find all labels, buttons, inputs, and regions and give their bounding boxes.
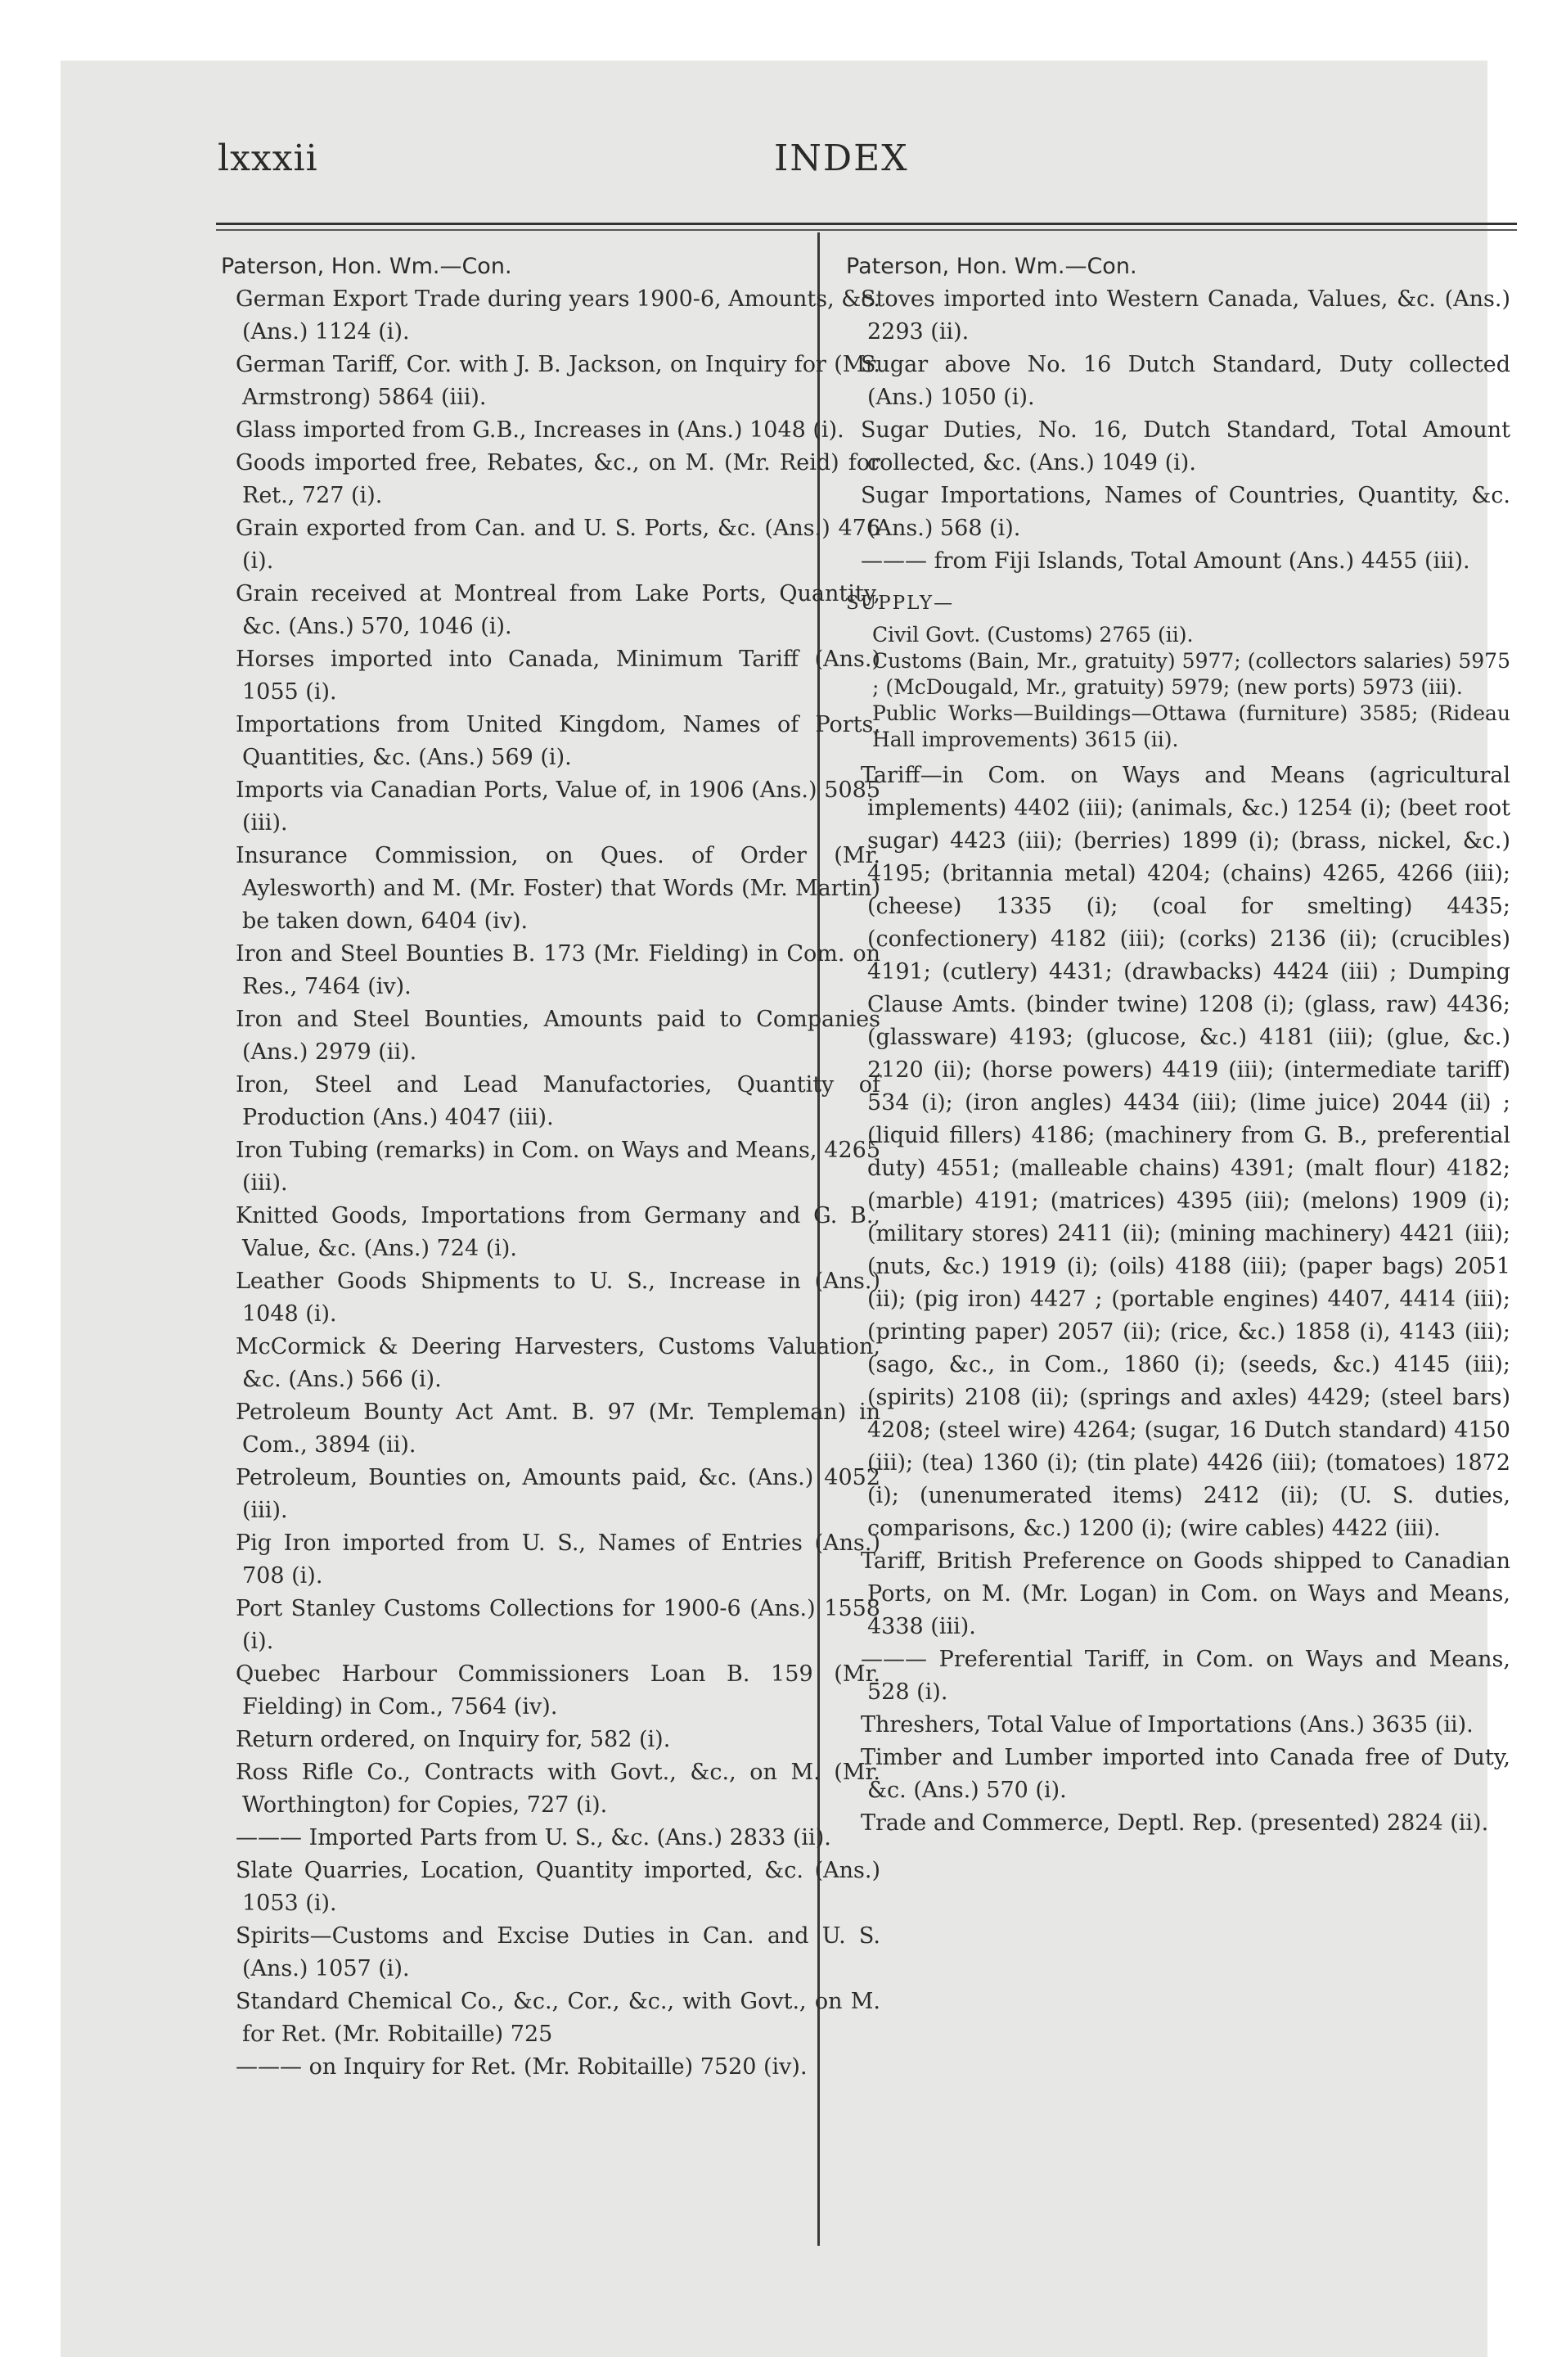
index-entry: Timber and Lumber imported into Canada free of Duty, &c. (Ans.) 570 (i). [861,1745,1510,1803]
index-entry: Importations from United Kingdom, Names of Ports, Quantities, &c. (Ans.) 569 (i). [236,712,880,770]
page-title: INDEX [774,137,909,179]
index-entry: Sugar Importations, Names of Countries, Quantity, &c. (Ans.) 568 (i). [861,483,1510,541]
index-entry: ——— from Fiji Islands, Total Amount (Ans.) 4455 (iii). [861,548,1470,574]
index-entry: Slate Quarries, Location, Quantity imported, &c. (Ans.) 1053 (i). [236,1858,880,1916]
index-entry: Goods imported free, Rebates, &c., on M. (Mr. Reid) for Ret., 727 (i). [236,450,880,508]
index-entry: Tariff—in Com. on Ways and Means (agricultural implements) 4402 (iii); (animals, &c.) 1254 (i); (beet root sugar) 4423 (iii); (berries) 1899 (i); (brass, nickel, &c.) 4195; (britannia metal) 4204; (chains) 4265, 4266 (iii); (cheese) 1335 (i); (coal for smelting) 4435; (confectionery) 4182 (iii); (corks) 2136 (ii); (crucibles) 4191; (cutlery) 4431; (drawbacks) 4424 (iii) ; Dumping Clause Amts. (binder twine) 1208 (i); (glass, raw) 4436; (glassware) 4193; (glucose, &c.) 4181 (iii); (glue, &c.) 2120 (ii); (horse powers) 4419 (iii); (intermediate tariff) 534 (i); (iron angles) 4434 (iii); (lime juice) 2044 (ii) ; (liquid fillers) 4186; (machinery from G. B., preferential duty) 4551; (malleable chains) 4391; (malt flour) 4182; (marble) 4191; (matrices) 4395 (iii); (melons) 1909 (i); (military stores) 2411 (ii); (mining machinery) 4421 (iii); (nuts, &c.) 1919 (i); (oils) 4188 (iii); (paper bags) 2051 (ii); (pig iron) 4427 ; (portable engines) 4407, 4414 (iii); (printing paper) 2057 (ii); (rice, &c.) 1858 (i), 4143 (iii); (sago, &c., in Com., 1860 (i); (seeds, &c.) 4145 (iii); (spirits) 2108 (ii); (springs and axles) 4429; (steel bars) 4208; (steel wire) 4264; (sugar, 16 Dutch standard) 4150 (iii); (tea) 1360 (i); (tin plate) 4426 (iii); (tomatoes) 1872 (i); (unenumerated items) 2412 (ii); (U. S. duties, comparisons, &c.) 1200 (i); (wire cables) 4422 (iii). [861,763,1510,1541]
index-entry: German Tariff, Cor. with J. B. Jackson, on Inquiry for (Mr. Armstrong) 5864 (iii). [236,352,880,410]
index-entry: Insurance Commission, on Ques. of Order (Mr. Aylesworth) and M. (Mr. Foster) that Words (Mr. Martin) be taken down, 6404 (iv). [236,843,880,934]
index-entry: Trade and Commerce, Deptl. Rep. (presented) 2824 (ii). [861,1810,1489,1836]
index-entry: Horses imported into Canada, Minimum Tariff (Ans.) 1055 (i). [236,647,880,705]
supply-entry: Public Works—Buildings—Ottawa (furniture) 3585; (Rideau Hall improvements) 3615 (ii). [872,701,1510,751]
header-rule-secondary [216,229,1517,231]
index-entry: Stoves imported into Western Canada, Values, &c. (Ans.) 2293 (ii). [861,286,1510,345]
index-entry: Leather Goods Shipments to U. S., Increase in (Ans.) 1048 (i). [236,1269,880,1327]
index-entry: Iron, Steel and Lead Manufactories, Quantity of Production (Ans.) 4047 (iii). [236,1072,880,1130]
index-entry: Pig Iron imported from U. S., Names of Entries (Ans.) 708 (i). [236,1530,880,1589]
index-entry: Port Stanley Customs Collections for 1900-6 (Ans.) 1558 (i). [236,1596,880,1654]
index-entry: ——— Preferential Tariff, in Com. on Ways and Means, 528 (i). [861,1647,1510,1705]
index-entry: Petroleum Bounty Act Amt. B. 97 (Mr. Templeman) in Com., 3894 (ii). [236,1400,880,1458]
index-entry: McCormick & Deering Harvesters, Customs Valuation, &c. (Ans.) 566 (i). [236,1334,880,1392]
header-rule [216,223,1517,225]
index-entry: Standard Chemical Co., &c., Cor., &c., with Govt., on M. for Ret. (Mr. Robitaille) 725 [236,1989,880,2047]
index-entry: Grain exported from Can. and U. S. Ports, &c. (Ans.) 476 (i). [236,516,880,574]
page-number: lxxxii [218,137,318,179]
index-entry: Imports via Canadian Ports, Value of, in 1906 (Ans.) 5085 (iii). [236,778,880,836]
index-entry: Return ordered, on Inquiry for, 582 (i). [236,1727,671,1752]
supply-entry: Civil Govt. (Customs) 2765 (ii). [872,623,1194,647]
index-entry: Threshers, Total Value of Importations (Ans.) 3635 (ii). [861,1712,1474,1738]
index-entry: Sugar above No. 16 Dutch Standard, Duty collected (Ans.) 1050 (i). [861,352,1510,410]
column-heading: Paterson, Hon. Wm.—Con. [221,254,512,279]
index-entry: Ross Rifle Co., Contracts with Govt., &c., on M. (Mr. Worthington) for Copies, 727 (i). [236,1760,880,1818]
index-page [61,61,1510,2357]
index-entry: ——— Imported Parts from U. S., &c. (Ans.) 2833 (ii). [236,1825,831,1850]
index-entry: Iron and Steel Bounties, Amounts paid to Companies (Ans.) 2979 (ii). [236,1007,880,1065]
index-entry: Quebec Harbour Commissioners Loan B. 159 (Mr. Fielding) in Com., 7564 (iv). [236,1661,880,1720]
index-entry: Iron Tubing (remarks) in Com. on Ways and Means, 4265 (iii). [236,1138,880,1196]
index-entry: Glass imported from G.B., Increases in (Ans.) 1048 (i). [236,417,844,443]
index-entry: Grain received at Montreal from Lake Ports, Quantity, &c. (Ans.) 570, 1046 (i). [236,581,880,639]
index-entry: German Export Trade during years 1900-6, Amounts, &c. (Ans.) 1124 (i). [236,286,880,345]
index-entry: ——— on Inquiry for Ret. (Mr. Robitaille) 7520 (iv). [236,2054,808,2080]
left-column [221,250,880,2084]
column-heading: Paterson, Hon. Wm.—Con. [846,254,1137,279]
index-entry: Spirits—Customs and Excise Duties in Can. and U. S. (Ans.) 1057 (i). [236,1923,880,1981]
supply-heading: SUPPLY— [846,593,955,614]
index-entry: Tariff, British Preference on Goods shipped to Canadian Ports, on M. (Mr. Logan) in Com. on Ways and Means, 4338 (iii). [861,1548,1510,1639]
right-column [846,250,1510,1840]
index-entry: Iron and Steel Bounties B. 173 (Mr. Fielding) in Com. on Res., 7464 (iv). [236,941,880,999]
supply-entry: Customs (Bain, Mr., gratuity) 5977; (collectors salaries) 5975 ; (McDougald, Mr., gratuity) 5979; (new ports) 5973 (iii). [872,649,1510,699]
index-entry: Petroleum, Bounties on, Amounts paid, &c. (Ans.) 4052 (iii). [236,1465,880,1523]
index-entry: Knitted Goods, Importations from Germany and G. B., Value, &c. (Ans.) 724 (i). [236,1203,880,1261]
index-entry: Sugar Duties, No. 16, Dutch Standard, Total Amount collected, &c. (Ans.) 1049 (i). [861,417,1510,476]
